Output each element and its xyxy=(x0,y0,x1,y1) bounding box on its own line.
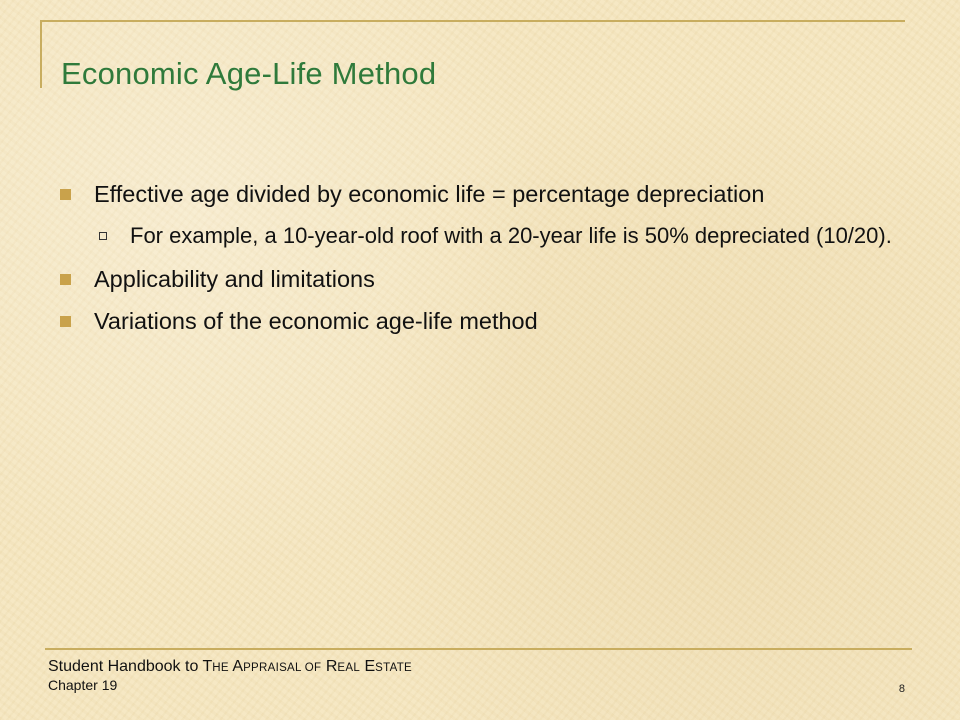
footer-title-part: R xyxy=(321,658,338,675)
sub-bullet-item-1 xyxy=(60,220,910,252)
footer-title-part: A xyxy=(228,658,244,675)
bullet-item-2 xyxy=(60,263,910,296)
bullet-text: Variations of the economic age-life method xyxy=(94,308,538,334)
footer-title-part: EAL xyxy=(337,662,361,674)
footer-title-part: PPRAISAL xyxy=(243,662,302,674)
footer-chapter: Chapter 19 xyxy=(48,677,118,693)
page-number: 8 xyxy=(898,683,905,695)
footer-title-part: Student Handbook to T xyxy=(48,658,213,675)
bullet-item-1 xyxy=(60,178,910,211)
footer-title-part: E xyxy=(360,658,376,675)
bullet-item-3 xyxy=(60,305,910,338)
square-bullet-icon xyxy=(60,189,71,200)
bullet-text: Applicability and limitations xyxy=(94,266,375,292)
square-bullet-icon xyxy=(60,316,71,327)
footer-book-title xyxy=(48,658,412,676)
footer-title-part: HE xyxy=(212,662,229,674)
frame-bottom-line xyxy=(45,648,912,650)
hollow-square-bullet-icon xyxy=(99,232,107,240)
frame-top-line xyxy=(40,20,905,22)
footer-title-part: OF xyxy=(301,662,322,674)
square-bullet-icon xyxy=(60,274,71,285)
footer-title-part: STATE xyxy=(375,662,413,674)
sub-bullet-text: For example, a 10-year-old roof with a 20-year life is 50% depreciated (10/20). xyxy=(130,223,892,248)
slide-content xyxy=(60,178,910,347)
frame-left-line xyxy=(40,20,42,88)
bullet-text: Effective age divided by economic life = percentage depreciation xyxy=(94,181,765,207)
slide-title: Economic Age-Life Method xyxy=(61,56,437,91)
